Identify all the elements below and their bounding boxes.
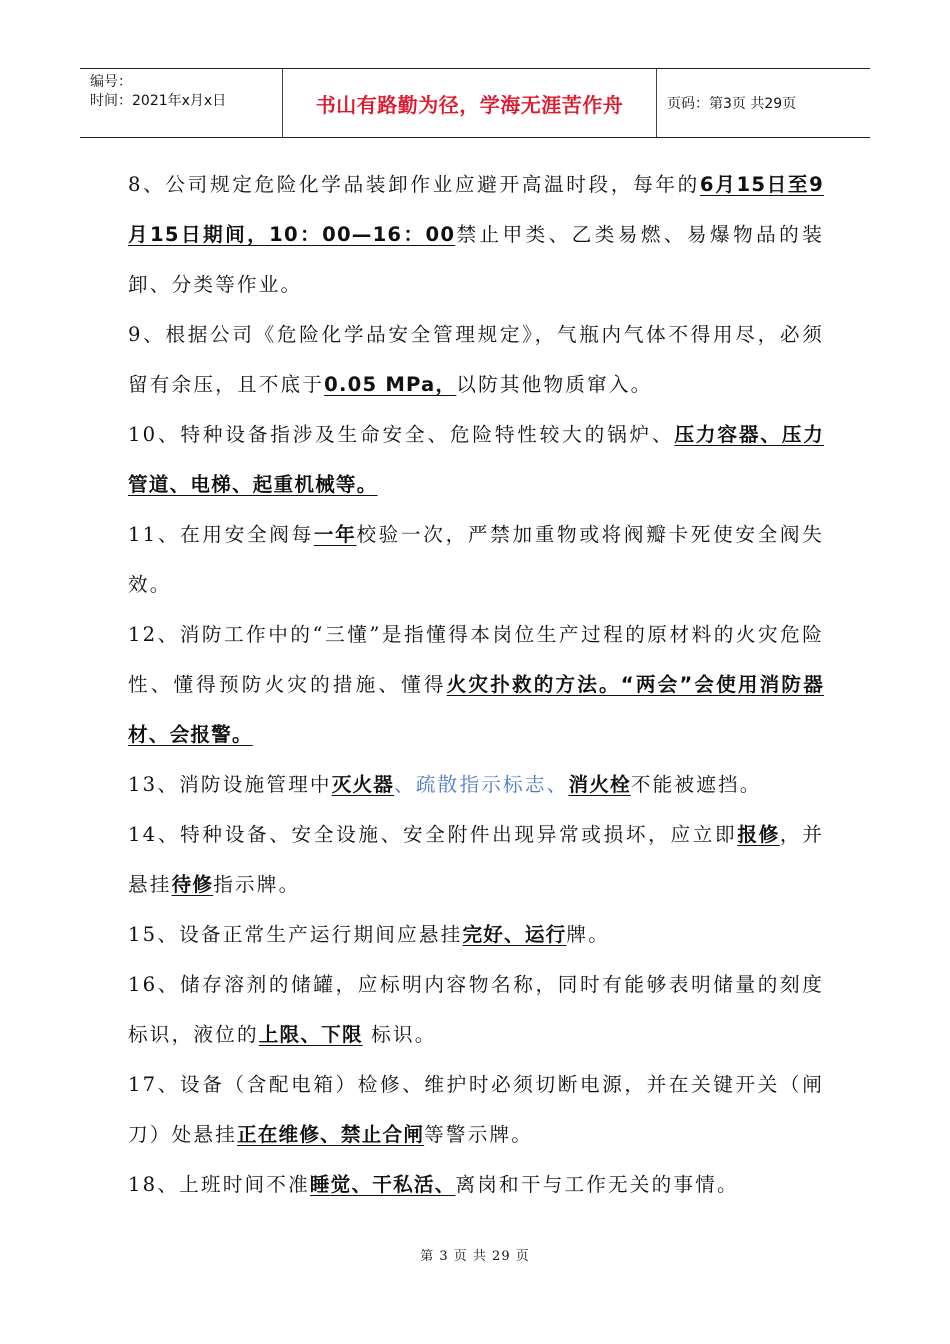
page-footer [0, 1245, 950, 1264]
document-body [128, 160, 824, 1210]
list-item [128, 910, 824, 960]
item-text: 禁止甲类、乙类易燃、易爆物品的装卸、分类等作业。 [128, 223, 825, 296]
item-text: 指示牌。 [213, 873, 301, 896]
item-text: 离岗和干与工作无关的事情。 [455, 1173, 739, 1196]
header-meta [80, 69, 283, 137]
list-item [128, 1160, 824, 1210]
header-motto: 书山有路勤为径，学海无涯苦作舟 [315, 92, 624, 117]
item-text: 校验一次，严禁加重物或将阀瓣卡死使安全阀失效。 [128, 523, 825, 596]
item-answer: 压力容器、压力管道、电梯、起重机械等。 [128, 423, 824, 496]
item-answer: 待修 [171, 873, 214, 896]
list-item [128, 760, 824, 810]
item-text: 以防其他物质窜入。 [456, 373, 653, 396]
header-page-label: 页码：第3页 共29页 [667, 96, 797, 112]
item-answer: 睡觉、干私活、 [309, 1173, 456, 1196]
item-answer: 上限、下限 [258, 1023, 363, 1046]
item-text: 18、上班时间不准 [128, 1173, 310, 1196]
item-text: 9、根据公司《危险化学品安全管理规定》，气瓶内气体不得用尽，必须留有余压，且不底于 [128, 323, 824, 396]
item-answer: 0.05 MPa， [324, 373, 457, 396]
item-answer: 完好、运行 [462, 923, 567, 946]
item-answer: 消火栓 [568, 773, 631, 796]
item-answer: 报修 [737, 823, 780, 846]
item-text: 13、消防设施管理中 [128, 773, 332, 796]
item-text: ，并悬挂 [128, 823, 824, 896]
item-text: 10、特种设备指涉及生命安全、危险特性较大的锅炉、 [128, 423, 675, 446]
item-text: 不能被遮挡。 [630, 773, 762, 796]
document-header [80, 68, 870, 138]
item-text: 14、特种设备、安全设施、安全附件出现异常或损坏，应立即 [128, 823, 738, 846]
header-motto-cell [283, 69, 657, 137]
item-text: 15、设备正常生产运行期间应悬挂 [128, 923, 463, 946]
list-item [128, 160, 824, 310]
item-text: 11、在用安全阀每 [128, 523, 314, 546]
item-text: 、疏散指示标志、 [394, 773, 569, 796]
item-answer: 正在维修、禁止合闸 [236, 1123, 425, 1146]
item-answer: 火灾扑救的方法。“两会”会使用消防器材、会报警。 [128, 673, 824, 746]
item-answer: 6月15日至9月15日期间，10：00—16：00 [128, 173, 825, 246]
item-answer: 灭火器 [331, 773, 395, 796]
item-text: 等警示牌。 [424, 1123, 534, 1146]
list-item [128, 310, 824, 410]
list-item [128, 510, 824, 610]
list-item [128, 610, 824, 760]
list-item [128, 410, 824, 510]
item-text: 12、消防工作中的“三懂”是指懂得本岗位生产过程的原材料的火灾危险性、懂得预防火灾的措施、懂得 [128, 623, 824, 696]
item-text: 17、设备（含配电箱）检修、维护时必须切断电源，并在关键开关（闸刀）处悬挂 [128, 1073, 824, 1146]
item-text: 8、公司规定危险化学品装卸作业应避开高温时段，每年的 [128, 173, 700, 196]
list-item [128, 1060, 824, 1160]
list-item [128, 960, 824, 1060]
list-item [128, 810, 824, 910]
number-label: 编号： [90, 74, 132, 90]
item-text: 标识。 [362, 1023, 437, 1046]
item-text: 16、储存溶剂的储罐，应标明内容物名称，同时有能够表明储量的刻度标识，液位的 [128, 973, 824, 1046]
item-text: 牌。 [566, 923, 611, 946]
header-page-cell [657, 69, 870, 137]
footer-page-number: 第 3 页 共 29 页 [420, 1249, 530, 1264]
item-answer: 一年 [313, 523, 357, 546]
time-label: 时间：2021年x月x日 [90, 93, 227, 109]
